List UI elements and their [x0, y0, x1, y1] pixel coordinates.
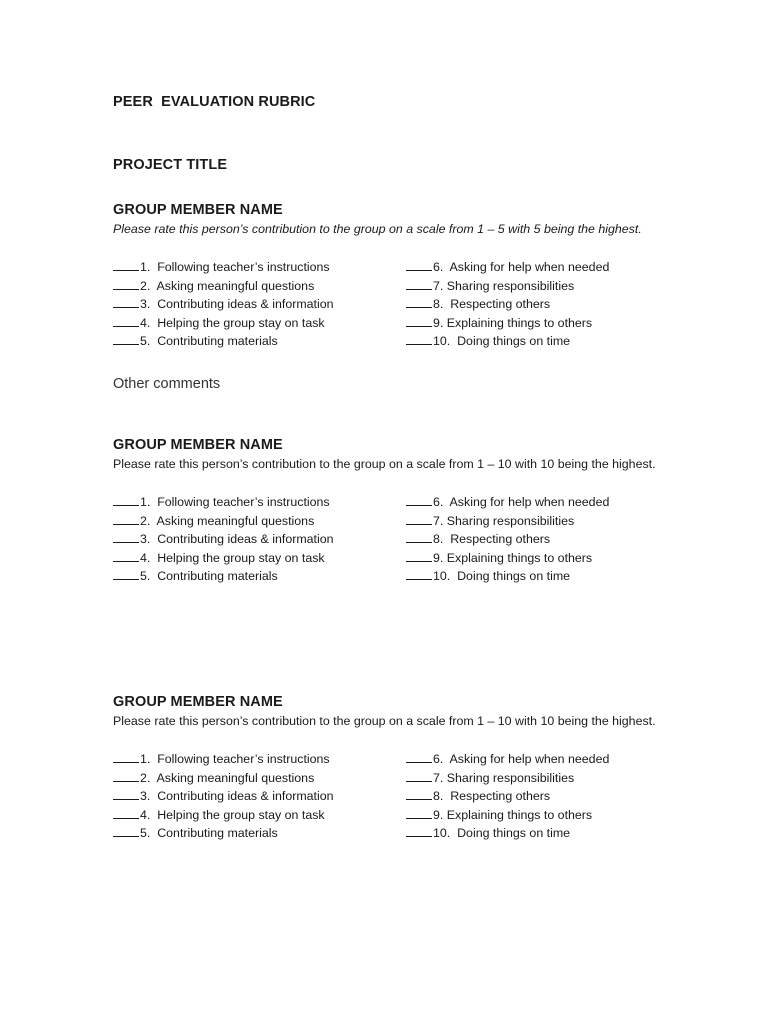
- score-blank[interactable]: [406, 750, 432, 763]
- rating-instructions: Please rate this person’s contribution to the group on a scale from 1 – 10 with 10 being the highest.: [113, 714, 656, 728]
- criterion-label: 10. Doing things on time: [433, 334, 571, 349]
- criterion-label: 8. Respecting others: [433, 789, 551, 804]
- criterion-10[interactable]: [406, 332, 609, 351]
- member-section-3: [113, 692, 673, 845]
- criterion-label: 1. Following teacher’s instructions: [140, 495, 330, 509]
- score-blank[interactable]: [113, 769, 139, 782]
- project-title: PROJECT TITLE: [113, 157, 228, 173]
- criterion-7[interactable]: [406, 512, 609, 531]
- rating-instructions: Please rate this person’s contribution to the group on a scale from 1 – 5 with 5 being the highest.: [113, 222, 642, 236]
- score-blank[interactable]: [406, 295, 432, 308]
- criterion-label: 9. Explaining things to others: [433, 315, 593, 330]
- score-blank[interactable]: [406, 314, 432, 327]
- member-section-1: [113, 200, 673, 394]
- criterion-label: 6. Asking for help when needed: [433, 495, 610, 509]
- criteria-column-left: [113, 258, 334, 351]
- criterion-2[interactable]: [113, 769, 334, 788]
- score-blank[interactable]: [113, 512, 139, 525]
- criterion-8[interactable]: [406, 787, 609, 806]
- criterion-9[interactable]: [406, 314, 609, 333]
- criterion-label: 10. Doing things on time: [433, 569, 571, 584]
- member-section-2: [113, 435, 673, 588]
- criterion-3[interactable]: [113, 295, 334, 314]
- criterion-label: 8. Respecting others: [433, 297, 551, 312]
- score-blank[interactable]: [406, 530, 432, 543]
- criterion-label: 3. Contributing ideas & information: [140, 297, 334, 312]
- criterion-1[interactable]: [113, 258, 334, 277]
- score-blank[interactable]: [406, 787, 432, 800]
- score-blank[interactable]: [113, 295, 139, 308]
- criterion-1[interactable]: [113, 493, 334, 512]
- criterion-5[interactable]: [113, 824, 334, 843]
- criterion-4[interactable]: [113, 806, 334, 825]
- score-blank[interactable]: [113, 750, 139, 763]
- score-blank[interactable]: [113, 332, 139, 345]
- other-comments-label: Other comments: [113, 376, 221, 392]
- score-blank[interactable]: [406, 258, 432, 271]
- criterion-2[interactable]: [113, 277, 334, 296]
- criterion-9[interactable]: [406, 806, 609, 825]
- criterion-7[interactable]: [406, 277, 609, 296]
- criterion-label: 4. Helping the group stay on task: [140, 807, 325, 822]
- rating-instructions: Please rate this person’s contribution to the group on a scale from 1 – 10 with 10 being the highest.: [113, 457, 656, 471]
- score-blank[interactable]: [113, 549, 139, 562]
- score-blank[interactable]: [406, 332, 432, 345]
- member-name-heading: GROUP MEMBER NAME: [113, 437, 283, 453]
- criterion-5[interactable]: [113, 567, 334, 586]
- score-blank[interactable]: [113, 277, 139, 290]
- score-blank[interactable]: [113, 258, 139, 271]
- score-blank[interactable]: [406, 769, 432, 782]
- score-blank[interactable]: [406, 512, 432, 525]
- score-blank[interactable]: [406, 549, 432, 562]
- criterion-label: 5. Contributing materials: [140, 826, 278, 841]
- criteria-column-right: [406, 258, 609, 351]
- score-blank[interactable]: [113, 530, 139, 543]
- criteria-column-right: [406, 493, 609, 586]
- score-blank[interactable]: [113, 314, 139, 327]
- criterion-8[interactable]: [406, 530, 609, 549]
- criterion-6[interactable]: [406, 258, 609, 277]
- criterion-5[interactable]: [113, 332, 334, 351]
- criterion-label: 3. Contributing ideas & information: [140, 789, 334, 804]
- criterion-label: 9. Explaining things to others: [433, 550, 593, 565]
- criterion-label: 6. Asking for help when needed: [433, 260, 610, 274]
- criterion-label: 3. Contributing ideas & information: [140, 532, 334, 547]
- criterion-label: 7. Sharing responsibilities: [433, 513, 575, 528]
- criterion-7[interactable]: [406, 769, 609, 788]
- criterion-label: 9. Explaining things to others: [433, 807, 593, 822]
- score-blank[interactable]: [113, 493, 139, 506]
- criterion-3[interactable]: [113, 530, 334, 549]
- score-blank[interactable]: [406, 567, 432, 580]
- score-blank[interactable]: [406, 493, 432, 506]
- document-title: PEER EVALUATION RUBRIC: [113, 94, 316, 110]
- criterion-label: 2. Asking meaningful questions: [140, 513, 315, 528]
- criterion-4[interactable]: [113, 314, 334, 333]
- criterion-label: 10. Doing things on time: [433, 826, 571, 841]
- criterion-3[interactable]: [113, 787, 334, 806]
- criterion-label: 4. Helping the group stay on task: [140, 550, 325, 565]
- criterion-label: 7. Sharing responsibilities: [433, 770, 575, 785]
- score-blank[interactable]: [406, 277, 432, 290]
- criterion-6[interactable]: [406, 493, 609, 512]
- score-blank[interactable]: [113, 567, 139, 580]
- member-name-heading: GROUP MEMBER NAME: [113, 202, 283, 218]
- criterion-label: 2. Asking meaningful questions: [140, 278, 315, 293]
- score-blank[interactable]: [113, 787, 139, 800]
- criterion-6[interactable]: [406, 750, 609, 769]
- criteria-column-left: [113, 750, 334, 843]
- criterion-label: 2. Asking meaningful questions: [140, 770, 315, 785]
- criterion-label: 1. Following teacher’s instructions: [140, 260, 330, 274]
- criterion-label: 5. Contributing materials: [140, 569, 278, 584]
- criteria-list: [113, 258, 673, 353]
- criteria-list: [113, 750, 673, 845]
- score-blank[interactable]: [406, 806, 432, 819]
- criterion-8[interactable]: [406, 295, 609, 314]
- criterion-label: 4. Helping the group stay on task: [140, 315, 325, 330]
- member-name-heading: GROUP MEMBER NAME: [113, 694, 283, 710]
- criterion-label: 5. Contributing materials: [140, 334, 278, 349]
- criterion-2[interactable]: [113, 512, 334, 531]
- criterion-1[interactable]: [113, 750, 334, 769]
- criterion-10[interactable]: [406, 567, 609, 586]
- criterion-label: 7. Sharing responsibilities: [433, 278, 575, 293]
- criterion-9[interactable]: [406, 549, 609, 568]
- criterion-10[interactable]: [406, 824, 609, 843]
- score-blank[interactable]: [113, 824, 139, 837]
- criterion-label: 8. Respecting others: [433, 532, 551, 547]
- criterion-label: 1. Following teacher’s instructions: [140, 752, 330, 766]
- criterion-label: 6. Asking for help when needed: [433, 752, 610, 766]
- score-blank[interactable]: [113, 806, 139, 819]
- criteria-column-left: [113, 493, 334, 586]
- criteria-column-right: [406, 750, 609, 843]
- criteria-list: [113, 493, 673, 588]
- criterion-4[interactable]: [113, 549, 334, 568]
- score-blank[interactable]: [406, 824, 432, 837]
